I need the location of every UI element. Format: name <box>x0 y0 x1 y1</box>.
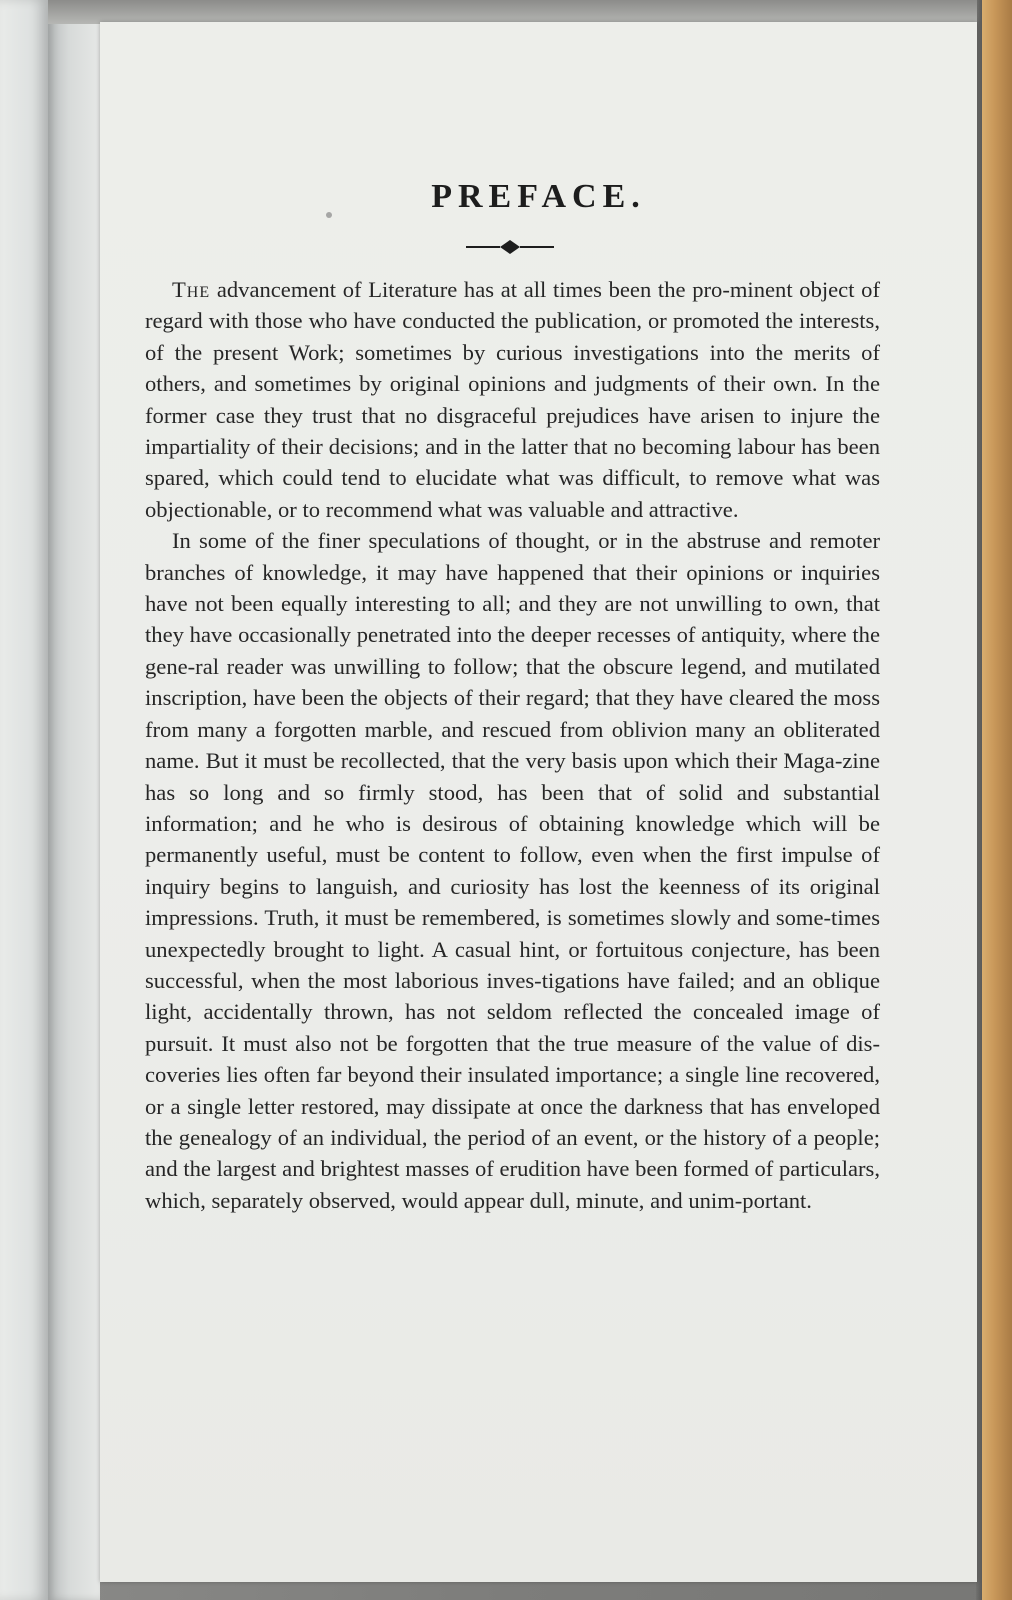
book-cover-edge <box>982 0 1012 1600</box>
paper-speck <box>326 212 332 218</box>
facing-page-edge <box>0 0 48 1600</box>
page-title: PREFACE. <box>431 178 646 215</box>
diamond-rule-ornament-icon <box>466 238 554 256</box>
book-gutter <box>48 0 100 1600</box>
preface-body <box>145 274 880 1216</box>
book-page <box>100 22 977 1582</box>
paragraph-2 <box>145 525 880 1216</box>
page-top-shadow <box>48 0 977 24</box>
paragraph-2-text: In some of the finer speculations of thought, or in the abstruse and remoter branches of knowledge, it may have happened that their opinions or inquiries have not been equally interesting to all; and they are not unwilling to own, that they have occasionally penetrated into the deeper recesses of antiquity, where the gene-ral reader was unwilling to follow; that the obscure legend, and mutilated inscription, have been the objects of their regard; that they have cleared the moss from many a forgotten marble, and rescued from oblivion many an obliterated name. But it must be recollected, that the very basis upon which their Maga-zine has so long and so firmly stood, has been that of solid and substantial information; and he who is desirous of obtaining knowledge which will be permanently useful, must be content to follow, even when the first impulse of inquiry begins to languish, and curiosity has lost the keenness of its original impressions. Truth, it must be remembered, is sometimes slowly and some-times unexpectedly brought to light. A casual hint, or fortuitous conjecture, has been successful, when the most laborious inves-tigations have failed; and an oblique light, accidentally thrown, has not seldom reflected the concealed image of pursuit. It must also not be forgotten that the true measure of the value of dis-coveries lies often far beyond their insulated importance; a single line recovered, or a single letter restored, may dissipate at once the darkness that has enveloped the genealogy of an individual, the period of an event, or the history of a people; and the largest and brightest masses of erudition have been formed of particulars, which, separately observed, would appear dull, minute, and unim-portant. <box>145 528 880 1213</box>
drop-word: The <box>172 277 211 302</box>
paragraph-1-text: advancement of Literature has at all times been the pro-minent object of regard with those who have conducted the publication, or promoted the interests, of the present Work; sometimes by curious investigations into the merits of others, and sometimes by original opinions and judgments of their own. In the former case they trust that no disgraceful prejudices have arisen to injure the impartiality of their decisions; and in the latter that no becoming labour has been spared, which could tend to elucidate what was difficult, to remove what was objectionable, or to recommend what was valuable and attractive. <box>145 277 880 522</box>
paragraph-1 <box>145 274 880 525</box>
